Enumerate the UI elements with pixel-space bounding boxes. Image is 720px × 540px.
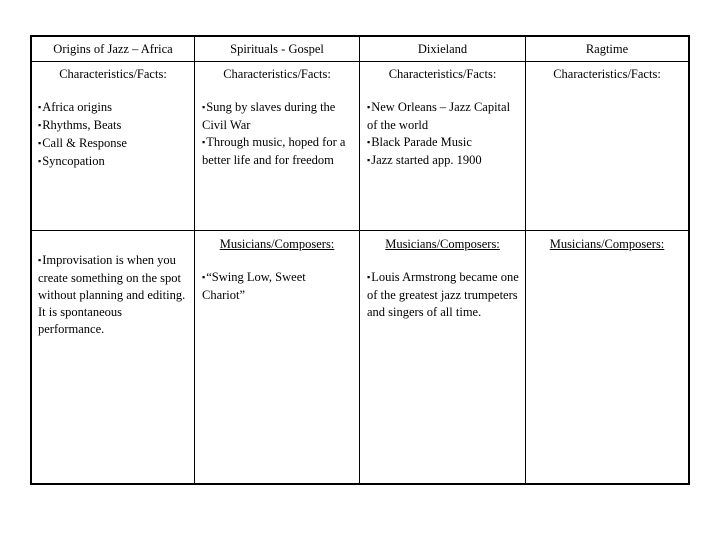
musicians-label: Musicians/Composers: [219,237,335,251]
header-row-divider [32,61,688,62]
list-item: ▪ Syncopation [38,153,190,171]
musicians-list-spirituals [202,269,332,304]
list-item: ▪ Rhythms, Beats [38,117,190,135]
list-item: ▪ Louis Armstrong became one of the greatest jazz trumpeters and singers of all time. [367,269,519,321]
facts-list-spirituals [202,99,358,169]
list-item: ▪ Africa origins [38,99,190,117]
improvisation-note [38,252,190,338]
column-header-spirituals: Spirituals - Gospel [230,42,324,56]
mid-row-divider [32,230,688,231]
facts-label: Characteristics/Facts: [59,67,167,81]
column-divider [194,37,195,483]
jazz-styles-table [30,35,690,485]
musicians-label: Musicians/Composers: [549,237,665,251]
facts-list-dixieland [367,99,517,170]
facts-list-origins [38,99,190,171]
list-item: ▪ New Orleans – Jazz Capital of the world [367,99,517,134]
list-item: ▪ Improvisation is when you create something on the spot without planning and editing. It is spontaneous performance. [38,252,190,338]
musicians-list-dixieland [367,269,519,321]
column-divider [359,37,360,483]
list-item: ▪ Sung by slaves during the Civil War [202,99,358,134]
list-item: ▪ Call & Response [38,135,190,153]
list-item: ▪ “Swing Low, Sweet Chariot” [202,269,332,304]
facts-label: Characteristics/Facts: [388,67,497,81]
list-item: ▪ Black Parade Music [367,134,517,152]
facts-label: Characteristics/Facts: [553,67,661,81]
musicians-label: Musicians/Composers: [385,237,500,251]
column-header-ragtime: Ragtime [585,42,629,56]
column-header-origins: Origins of Jazz – Africa [53,42,173,56]
column-header-dixieland: Dixieland [417,42,468,56]
list-item: ▪ Jazz started app. 1900 [367,152,517,170]
list-item: ▪ Through music, hoped for a better life and for freedom [202,134,358,169]
column-divider [525,37,526,483]
facts-label: Characteristics/Facts: [223,67,331,81]
